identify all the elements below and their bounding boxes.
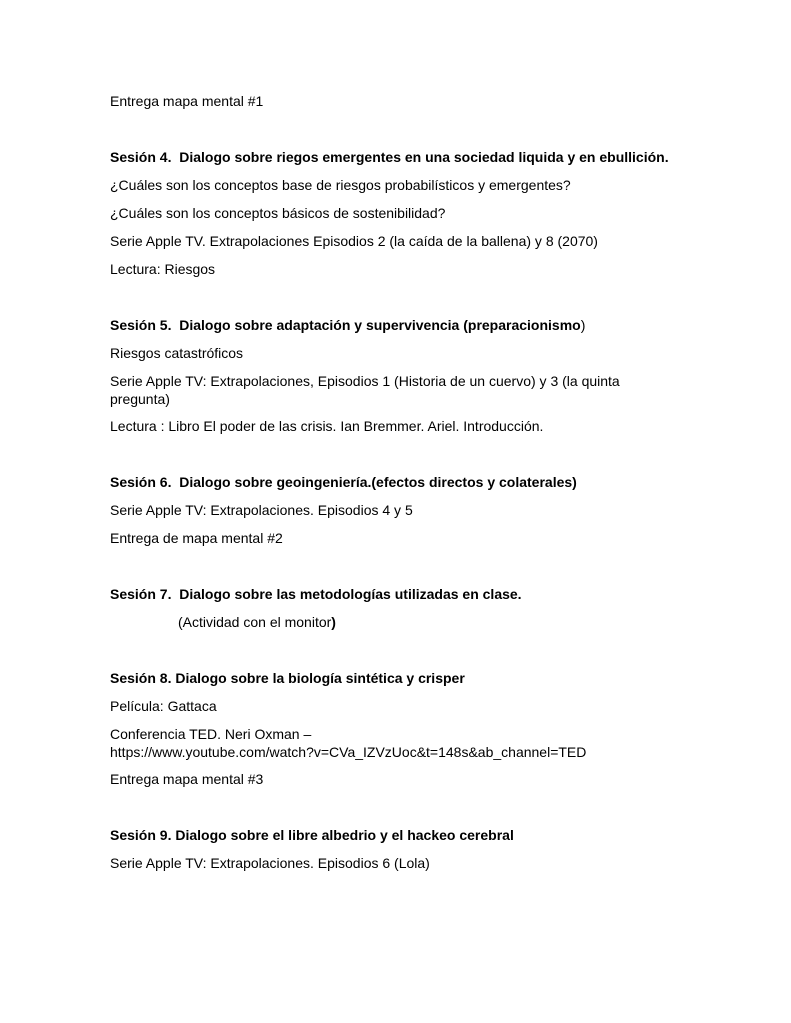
session-8-conferencia-link: https://www.youtube.com/watch?v=CVa_IZVzUoc&t=148s&ab_channel=TED [110, 744, 587, 760]
session-8-heading: Sesión 8. Dialogo sobre la biología sintética y crisper [110, 670, 465, 686]
session-5-heading [110, 316, 585, 334]
session-8-conferencia-line-1: Conferencia TED. Neri Oxman – [110, 726, 312, 742]
session-4-heading [110, 148, 669, 166]
session-5-title: Dialogo sobre adaptación y supervivencia (preparacionismo [179, 317, 581, 333]
session-7-actividad-paren: ) [331, 614, 336, 630]
session-9-title: . Dialogo sobre el libre albedrio y el hackeo cerebral [167, 827, 514, 843]
session-7-title: Dialogo sobre las metodologías utilizadas en clase. [179, 586, 522, 602]
session-4-title: Dialogo sobre riegos emergentes en una sociedad liquida y en ebullición. [179, 149, 669, 165]
session-5-riesgos: Riesgos catastróficos [110, 345, 244, 361]
session-8-pelicula: Película: Gattaca [110, 698, 217, 714]
session-7-actividad-text: (Actividad con el monitor [178, 614, 332, 630]
entrega-mapa-1: Entrega mapa mental #1 [110, 93, 264, 109]
session-7-actividad [178, 613, 336, 631]
session-6-heading [110, 473, 577, 491]
session-4-serie: Serie Apple TV. Extrapolaciones Episodios 2 (la caída de la ballena) y 8 (2070) [110, 233, 598, 249]
session-4-question-2: ¿Cuáles son los conceptos básicos de sostenibilidad? [110, 205, 446, 221]
session-5-serie-line-2: pregunta) [110, 391, 170, 407]
session-6-title: Dialogo sobre geoingeniería.(efectos directos y colaterales) [179, 474, 577, 490]
session-9-serie: Serie Apple TV: Extrapolaciones. Episodios 6 (Lola) [110, 855, 430, 871]
session-7-heading [110, 585, 522, 603]
session-6-entrega: Entrega de mapa mental #2 [110, 530, 283, 546]
session-9-label: Sesión 9 [110, 827, 168, 843]
session-8-entrega: Entrega mapa mental #3 [110, 771, 264, 787]
session-9-heading [110, 826, 514, 844]
session-4-lectura: Lectura: Riesgos [110, 261, 216, 277]
session-5-label: Sesión 5. [110, 317, 172, 333]
session-5-paren: ) [580, 317, 586, 333]
session-5-lectura: Lectura : Libro El poder de las crisis. Ian Bremmer. Ariel. Introducción. [110, 418, 544, 434]
session-5-serie-line-1: Serie Apple TV: Extrapolaciones, Episodios 1 (Historia de un cuervo) y 3 (la quinta [110, 373, 620, 389]
session-4-label: Sesión 4. [110, 149, 172, 165]
session-4-question-1: ¿Cuáles son los conceptos base de riesgos probabilísticos y emergentes? [110, 177, 571, 193]
session-6-serie: Serie Apple TV: Extrapolaciones. Episodios 4 y 5 [110, 502, 413, 518]
session-7-label: Sesión 7. [110, 586, 172, 602]
session-6-label: Sesión 6. [110, 474, 172, 490]
